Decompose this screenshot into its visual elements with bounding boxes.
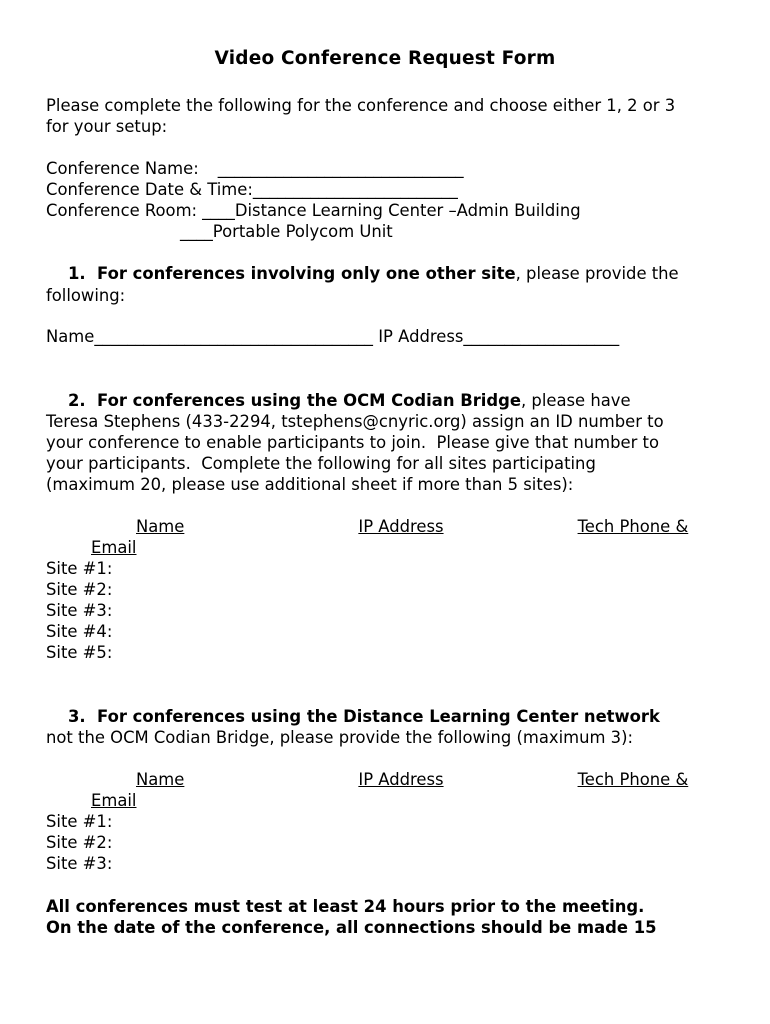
section-2-line-4: (maximum 20, please use additional sheet if more than 5 sites):: [46, 475, 574, 494]
section-2-line-2: your conference to enable participants to join. Please give that number to: [46, 433, 659, 452]
intro-line-1: Please complete the following for the conference and choose either 1, 2 or 3: [46, 96, 676, 115]
section-2-site-3: Site #3:: [46, 601, 113, 620]
section-2-site-2: Site #2:: [46, 580, 113, 599]
section-2-line-3: your participants. Complete the following for all sites participating: [46, 454, 596, 473]
section-1-ip-field[interactable]: ___________________: [463, 327, 620, 346]
conference-date-row: [46, 179, 458, 200]
section-3-site-3: Site #3:: [46, 854, 113, 873]
section-2-col-email: Email: [91, 538, 137, 557]
conference-name-label: Conference Name:: [46, 159, 199, 178]
section-1-site-row: [46, 326, 619, 347]
room-option-dlc-blank[interactable]: ____: [202, 201, 235, 220]
section-1-ip-label: IP Address: [378, 327, 464, 346]
section-3-column-header: [136, 769, 716, 790]
conference-name-field[interactable]: ______________________________: [217, 159, 464, 178]
section-2-site-4: Site #4:: [46, 622, 113, 641]
section-2-heading: [68, 390, 631, 411]
footer-line-2: On the date of the conference, all connections should be made 15: [46, 918, 657, 937]
room-option-dlc-label: Distance Learning Center –Admin Building: [234, 201, 581, 220]
section-3-site-2: Site #2:: [46, 833, 113, 852]
intro-line-2: for your setup:: [46, 117, 168, 136]
section-1-heading-rest: , please provide the: [515, 264, 679, 283]
section-2-line-1: Teresa Stephens (433-2294, tstephens@cnyric.org) assign an ID number to: [46, 412, 664, 431]
section-1-heading-bold: 1. For conferences involving only one other site: [68, 264, 516, 283]
section-2-col-ip: IP Address: [358, 517, 444, 536]
section-3-line-2: not the OCM Codian Bridge, please provide the following (maximum 3):: [46, 728, 634, 747]
conference-date-label: Conference Date & Time:: [46, 180, 253, 199]
section-2-col-tech: Tech Phone &: [577, 517, 689, 536]
section-3-col-email: Email: [91, 791, 137, 810]
section-2-heading-rest: , please have: [521, 391, 631, 410]
section-2-site-5: Site #5:: [46, 643, 113, 662]
section-2-site-1: Site #1:: [46, 559, 113, 578]
conference-room-row: [46, 200, 581, 221]
section-3-col-name: Name: [136, 770, 185, 789]
section-3-heading: 3. For conferences using the Distance Learning Center network: [68, 707, 660, 726]
conference-room-label: Conference Room:: [46, 201, 198, 220]
conference-date-field[interactable]: _________________________: [252, 180, 458, 199]
section-2-heading-bold: 2. For conferences using the OCM Codian Bridge: [68, 391, 521, 410]
section-2-col-name: Name: [136, 517, 185, 536]
page-title: Video Conference Request Form: [214, 48, 556, 69]
conference-name-row: [46, 158, 464, 179]
section-1-name-field[interactable]: __________________________________: [94, 327, 373, 346]
conference-room-row-2: [180, 221, 393, 242]
section-1-name-label: Name: [46, 327, 95, 346]
room-option-polycom-blank[interactable]: ____: [180, 222, 213, 241]
section-2-column-header: [136, 516, 716, 537]
section-3-site-1: Site #1:: [46, 812, 113, 831]
room-option-polycom-label: Portable Polycom Unit: [212, 222, 393, 241]
section-3-col-ip: IP Address: [358, 770, 444, 789]
section-1-heading: [68, 263, 679, 284]
footer-line-1: All conferences must test at least 24 hours prior to the meeting.: [46, 897, 645, 916]
section-1-line-2: following:: [46, 286, 126, 305]
section-3-col-tech: Tech Phone &: [577, 770, 689, 789]
